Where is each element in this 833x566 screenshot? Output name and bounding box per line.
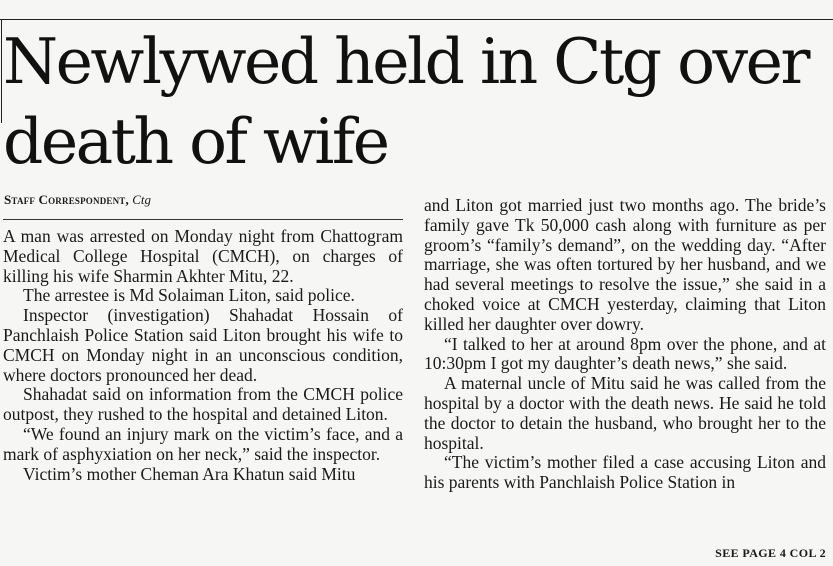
headline-left-rule xyxy=(1,19,2,123)
paragraph: The arrestee is Md Solaiman Liton, said police. xyxy=(23,285,355,306)
paragraph: Shahadat said on information from the CMCH police outpost, they rushed to the hospital and detained Liton. xyxy=(3,384,403,425)
paragraph: “I talked to her at around 8pm over the phone, and at 10:30pm I got my daughter’s death news,” she said. xyxy=(424,333,826,374)
byline-rule xyxy=(3,219,403,220)
article-column-2 xyxy=(424,196,826,493)
continuation-jump-line: SEE PAGE 4 COL 2 xyxy=(715,546,826,560)
top-rule xyxy=(0,19,833,20)
byline-reporter: Staff Correspondent, xyxy=(4,192,129,207)
headline: Newlywed held in Ctg over death of wife xyxy=(3,25,809,178)
paragraph: Victim’s mother Cheman Ara Khatun said Mitu xyxy=(23,463,356,484)
paragraph: A man was arrested on Monday night from Chattogram Medical College Hospital (CMCH), on charges of killing his wife Sharmin Akhter Mitu, 22. xyxy=(3,226,403,286)
paragraph: “We found an injury mark on the victim’s face, and a mark of asphyxiation on her neck,” said the inspector. xyxy=(3,423,403,464)
byline xyxy=(4,192,151,208)
article-column-1 xyxy=(3,227,403,484)
paragraph: Inspector (investigation) Shahadat Hossain of Panchlaish Police Station said Liton brought his wife to CMCH on Monday night in an unconscious condition, where doctors pronounced her dead. xyxy=(3,305,403,385)
paragraph: “The victim’s mother filed a case accusing Liton and his parents with Panchlaish Police Station in xyxy=(424,452,826,493)
byline-location: Ctg xyxy=(132,192,152,207)
paragraph: and Liton got married just two months ago. The bride’s family gave Tk 50,000 cash along with furniture as per groom’s “family’s demand”, on the wedding day. “After marriage, she was often tortured by her husband, and we had several meetings to resolve the issue,” she said in a choked voice at CMCH yesterday, claiming that Liton killed her daughter over dowry. xyxy=(424,195,826,334)
paragraph: A maternal uncle of Mitu said he was called from the hospital by a doctor with the death news. He said he told the doctor to detain the husband, who brought her to the hospital. xyxy=(424,373,826,453)
